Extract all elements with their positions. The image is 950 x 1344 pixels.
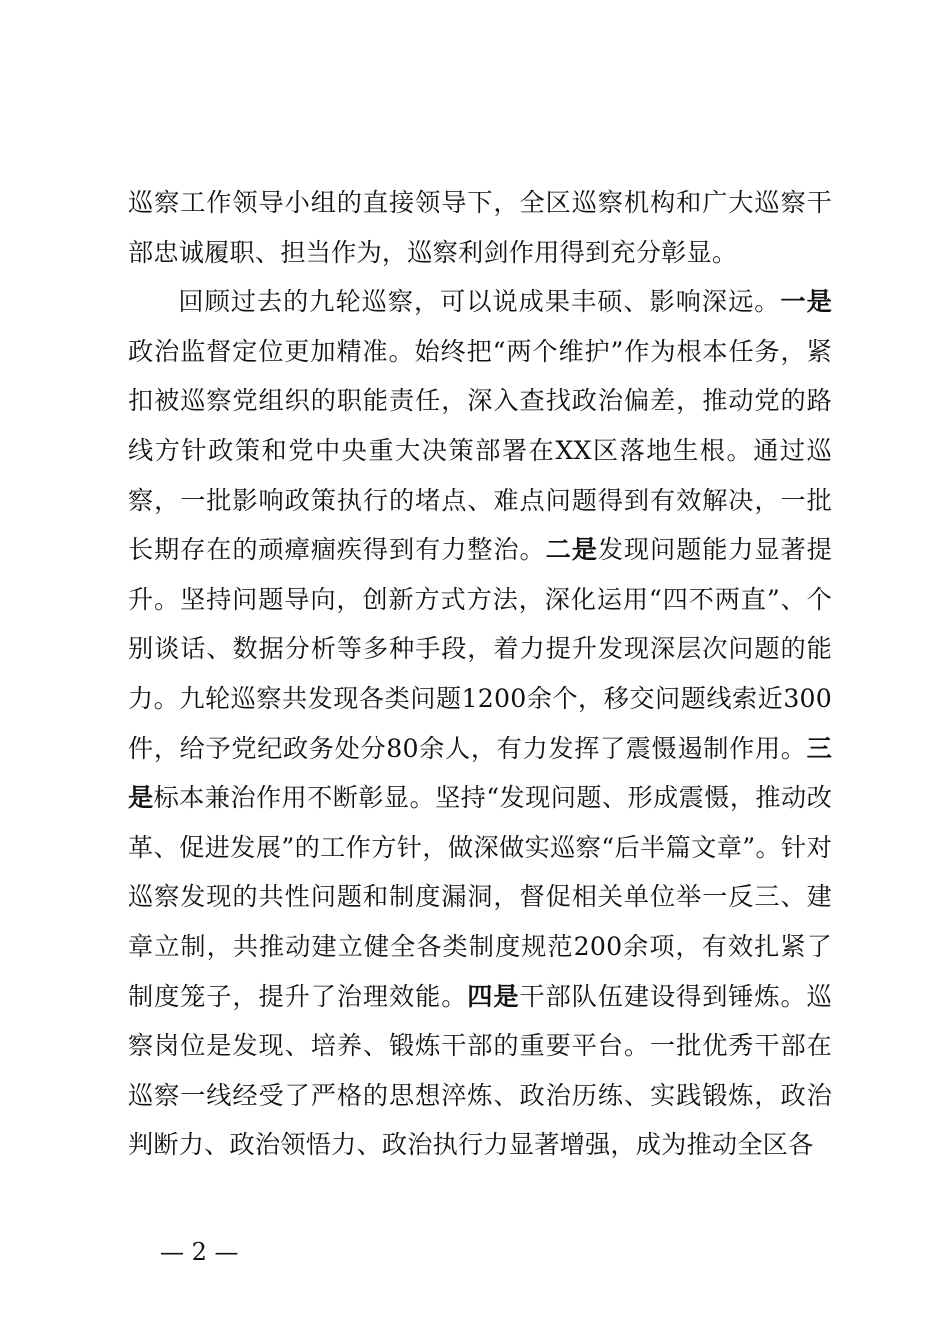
document-body bbox=[128, 178, 832, 1170]
point-4-text: 干部队伍建设得到锤炼。巡察岗位是发现、培养、锻炼干部的重要平台。一批优秀干部在巡察一线经受了严格的思想淬炼、政治历练、实践锻炼，政治判断力、政治领悟力、政治执行力显著增强，成为推动全区各 bbox=[128, 981, 832, 1160]
paragraph-2-intro: 回顾过去的九轮巡察，可以说成果丰硕、影响深远。 bbox=[178, 287, 781, 317]
point-4-label: 四是 bbox=[467, 981, 520, 1011]
point-1-text: 政治监督定位更加精准。始终把“两个维护”作为根本任务，紧扣被巡察党组织的职能责任，深入查找政治偏差，推动党的路线方针政策和党中央重大决策部署在XX区落地生根。通过巡察，一批影响政策执行的堵点、难点问题得到有效解决，一批长期存在的顽瘴痼疾得到有力整治。 bbox=[128, 336, 832, 565]
paragraph-1 bbox=[128, 178, 832, 277]
point-2-label: 二是 bbox=[545, 535, 598, 565]
page-number: — 2 — bbox=[160, 1238, 239, 1266]
point-2-text: 发现问题能力显著提升。坚持问题导向，创新方式方法，深化运用“四不两直”、个别谈话、数据分析等多种手段，着力提升发现深层次问题的能力。九轮巡察共发现各类问题1200余个，移交问题线索近300件，给予党纪政务处分80余人，有力发挥了震慑遏制作用。 bbox=[128, 535, 832, 763]
point-3-text: 标本兼治作用不断彰显。坚持“发现问题、形成震慑，推动改革、促进发展”的工作方针，做深做实巡察“后半篇文章”。针对巡察发现的共性问题和制度漏洞，督促相关单位举一反三、建章立制，共推动建立健全各类制度规范200余项，有效扎紧了制度笼子，提升了治理效能。 bbox=[128, 783, 832, 1011]
paragraph-2 bbox=[128, 277, 832, 1170]
point-1-label: 一是 bbox=[780, 287, 832, 317]
paragraph-1-text: 巡察工作领导小组的直接领导下，全区巡察机构和广大巡察干部忠诚履职、担当作为，巡察利剑作用得到充分彰显。 bbox=[128, 188, 832, 267]
point-3-label: 三是 bbox=[128, 733, 832, 813]
